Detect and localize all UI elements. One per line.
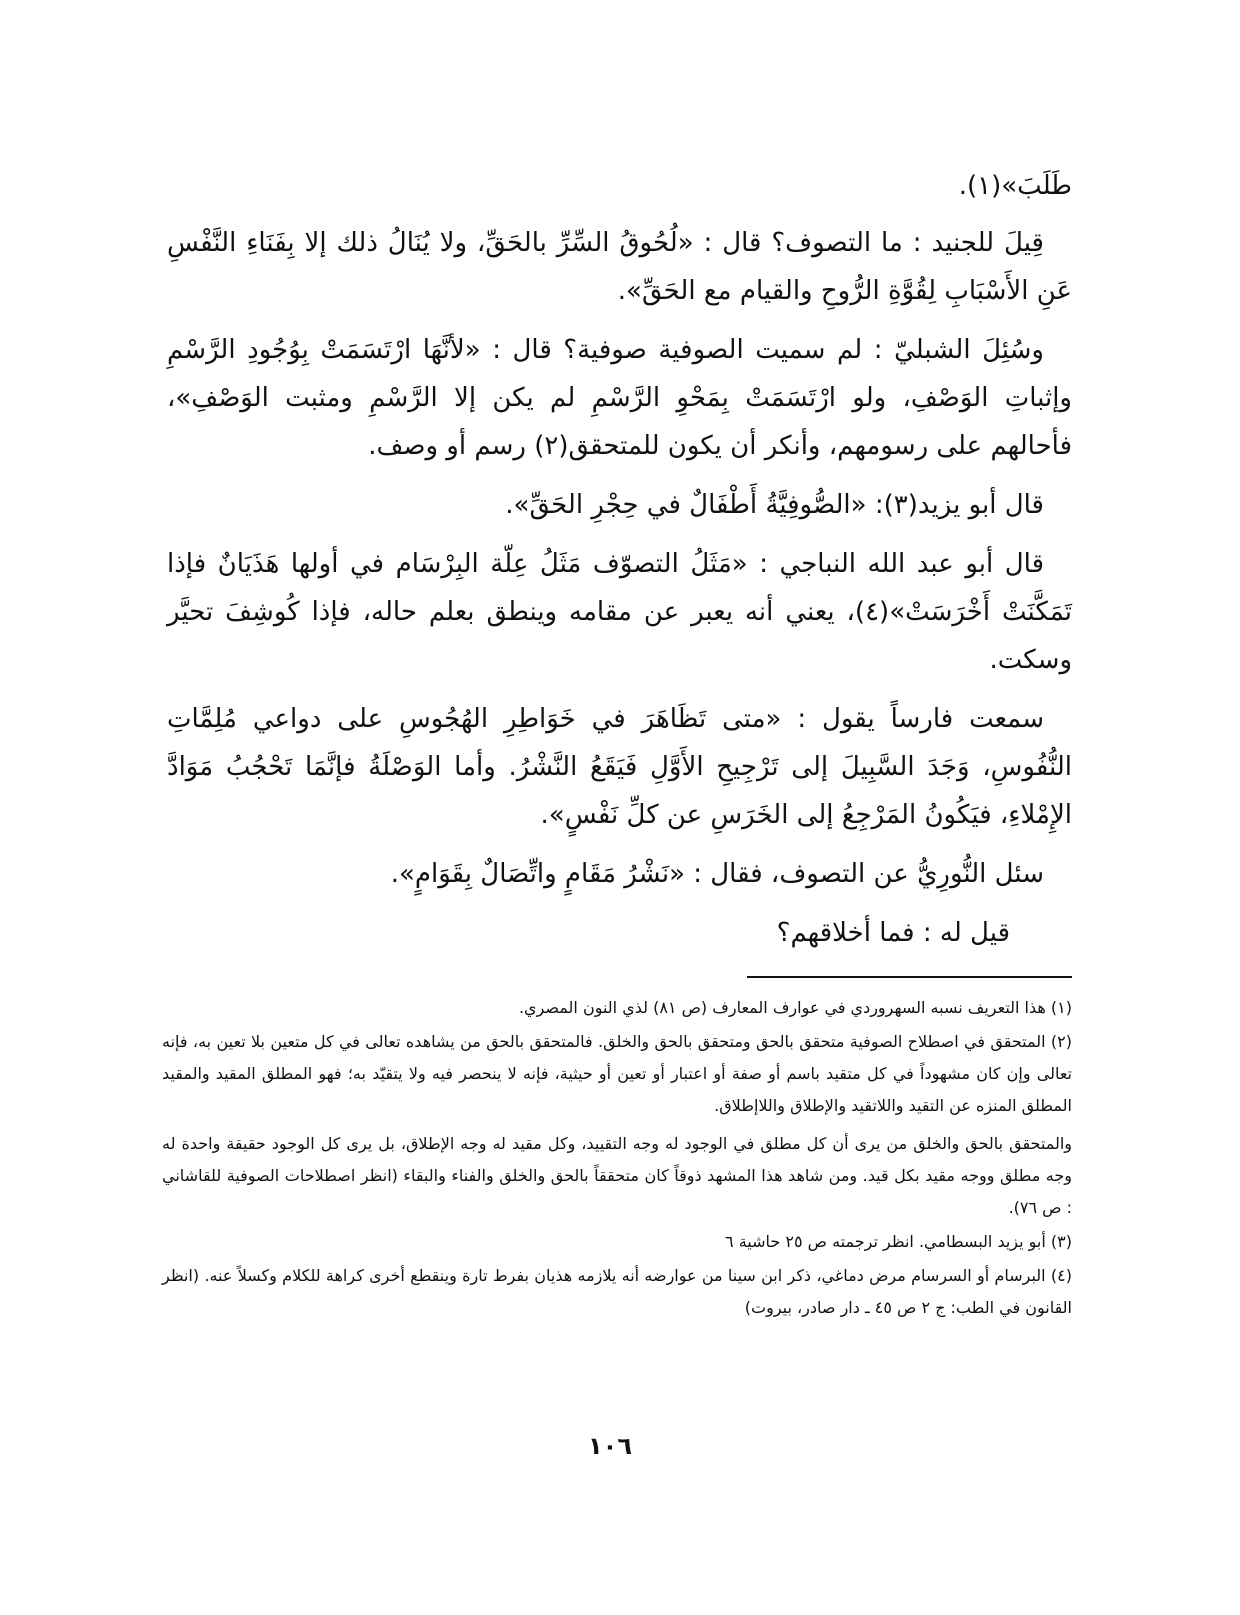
paragraph-nuri: سئل النُّورِيُّ عن التصوف، فقال : «نَشْرُ مَقَامٍ واتِّصَالٌ بِقَوَامٍ».	[390, 859, 1044, 889]
paragraph-shibli: وسُئِلَ الشبليّ : لم سميت الصوفية صوفية؟ قال : «لأنَّهَا ارْتَسَمَتْ بِوُجُودِ الرَّسْمِ وإثباتِ الوَصْفِ، ولو ارْتَسَمَتْ بِمَحْوِ الرَّسْمِ لم يكن إلا الرَّسْمِ ومثبت الوَصْفِ»، فأحالهم على رسومهم، وأنكر أن يكون للمتحقق(٢) رسم أو وصف.	[167, 335, 1072, 461]
paragraph-abu-yazid: قال أبو يزيد(٣): «الصُّوفِيَّةُ أَطْفَالٌ في حِجْرِ الحَقِّ».	[505, 490, 1044, 520]
footnote-3: (٣) أبو يزيد البسطامي. انظر ترجمته ص ٢٥ حاشية ٦	[725, 1232, 1072, 1251]
footnote-4: (٤) البرسام أو السرسام مرض دماغي، ذكر ابن سينا من عوارضه أنه يلازمه هذيان بفرط تارة وينقطع أخرى كراهة للكلام وكسلاً عنه. (انظر القانون في الطب: ج ٢ ص ٤٥ ـ دار صادر، بيروت)	[162, 1266, 1072, 1317]
footnote-2: (٢) المتحقق في اصطلاح الصوفية متحقق بالحق ومتحقق بالحق والخلق. فالمتحقق بالحق من يشاهده تعالى في كل متعين بلا تعين به، فإنه تعالى وإن كان مشهوداً في كل متقيد باسم أو صفة أو اعتبار أو تعين أو حيثية، فإنه لا ينحصر فيه ولا يتقيّد به؛ فهو المطلق المقيد والمقيد المطلق المنزه عن التقيد واللاتقيد والإطلاق واللاإطلاق.	[162, 1032, 1072, 1115]
footnote-2-continued: والمتحقق بالحق والخلق من يرى أن كل مطلق في الوجود له وجه التقييد، وكل مقيد له وجه الإطلاق، بل يرى كل الوجود حقيقة واحدة له وجه مطلق ووجه مقيد بكل قيد. ومن شاهد هذا المشهد ذوقاً كان متحققاً بالحق والخلق والفناء والبقاء (انظر اصطلاحات الصوفية للقاشاني : ص ٧٦).	[162, 1134, 1072, 1217]
footnotes	[162, 992, 1072, 1326]
footnote-1: (١) هذا التعريف نسبه السهروردي في عوارف المعارف (ص ٨١) لذي النون المصري.	[518, 998, 1072, 1017]
paragraph-continuation: طَلَبَ»(١).	[958, 171, 1072, 201]
paragraph-question: قيل له : فما أخلاقهم؟	[776, 918, 1010, 948]
paragraph-junayd: قِيلَ للجنيد : ما التصوف؟ قال : «لُحُوقُ السِّرِّ بالحَقِّ، ولا يُنَالُ ذلك إلا بِفَنَاءِ النَّفْسِ عَنِ الأَسْبَابِ لِقُوَّةِ الرُّوحِ والقيام مع الحَقِّ».	[167, 228, 1072, 306]
main-body-text	[167, 162, 1072, 968]
footnote-separator	[747, 976, 1072, 978]
page-number: ١٠٦	[588, 1432, 632, 1460]
paragraph-faris: سمعت فارساً يقول : «متى تَظَاهَرَ في خَوَاطِرِ الهُجُوسِ على دواعي مُلِمَّاتِ النُّفُوسِ، وَجَدَ السَّبِيلَ إلى تَرْجِيحِ الأَوَّلِ فَيَقَعُ النَّشْرُ. وأما الوَصْلَةُ فإنَّمَا تَحْجُبُ مَوَادَّ الإِمْلاءِ، فيَكُونُ المَرْجِعُ إلى الخَرَسِ عن كلِّ نَفْسٍ».	[167, 704, 1072, 830]
paragraph-nabaji: قال أبو عبد الله النباجي : «مَثَلُ التصوّف مَثَلُ عِلّة البِرْسَام في أولها هَذَيَانٌ فإذا تَمَكَّنَتْ أَخْرَسَتْ»(٤)، يعني أنه يعبر عن مقامه وينطق بعلم حاله، فإذا كُوشِفَ تحيَّر وسكت.	[167, 549, 1072, 675]
